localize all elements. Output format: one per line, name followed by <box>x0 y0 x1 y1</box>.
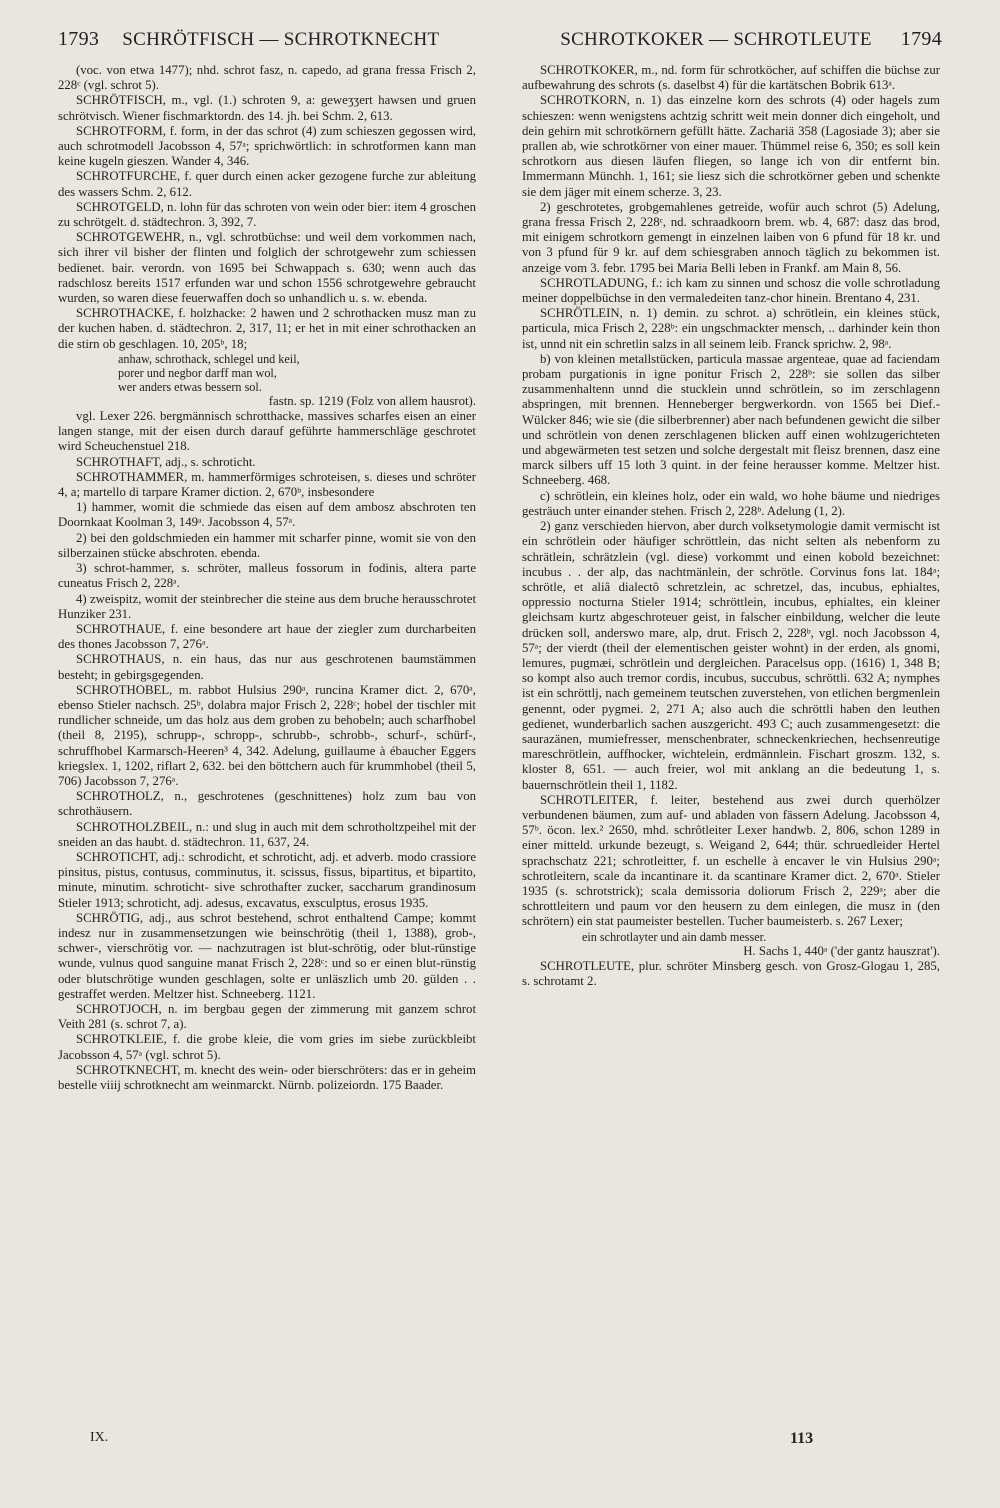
entry-paragraph: SCHROTHAFT, adj., s. schroticht. <box>76 454 256 469</box>
page-header <box>58 28 942 58</box>
entry-paragraph: SCHROTJOCH, n. im bergbau gegen der zimmerung mit ganzem schrot Veith 281 (s. schrot 7, a). <box>58 1001 476 1032</box>
entry-paragraph: SCHROTHOLZ, n., geschrotenes (geschnittenes) holz zum bau von schrothäusern. <box>58 789 476 819</box>
verse-source: fastn. sp. 1219 (Folz von allem hausrot). <box>268 393 476 408</box>
right-running-title: SCHROTKOKER — SCHROTLEUTE <box>560 29 872 50</box>
entry-paragraph: SCHROTKORN, n. 1) das einzelne korn des schrots (4) oder hagels zum schieszen: wenn wenigstens achtzig schritt weit mein donner dich eingeholt, und dein gehirn mit schrotkörnern gefüllt hätte. Zachariä 358 (Lagosiade 3); aber sie prallen ab, wie schrotkörner von einer mauer. Thümmel reise 6, 350; es soll kein schrotkorn aus diesen läufen fliegen, so lange ich von dir entfernt bin. Immermann Münchh. 1, 161; sie liesz sich die schrotkörner geben und schenkte sie dem jäger mit einem scherze. 3, 23. <box>522 93 940 199</box>
left-running-title: SCHRÖTFISCH — SCHROTKNECHT <box>122 29 440 50</box>
header-left <box>58 28 439 51</box>
entry-paragraph: SCHROTLEUTE, plur. schröter Minsberg gesch. von Grosz-Glogau 1, 285, s. schrotamt 2. <box>522 958 940 988</box>
right-page-number: 1794 <box>900 28 942 50</box>
entry-paragraph: SCHROTKLEIE, f. die grobe kleie, die vom gries im siebe zurückbleibt Jacobsson 4, 57ᵃ (vgl. schrot 5). <box>58 1032 476 1062</box>
entry-paragraph: 2) geschrotetes, grobgemahlenes getreide, wofür auch schrot (5) Adelung, grana fressa Frisch 2, 228ᶜ, nd. schraadkoorn brem. wb. 4, 687: dasz das brod, mit einigem schrotkorn gemengt in einzelnen laiben von 6 pfund für 18 kr. und von 3 pfund für 9 kr. auf dem schiesgraben annoch täglich zu bekommen ist. anzeige vom 3. febr. 1795 bei Maria Belli leben in Frankf. am Main 8, 56. <box>522 199 940 275</box>
entry-paragraph: SCHROTLEITER, f. leiter, bestehend aus zwei durch querhölzer verbundenen bäumen, zum auf- und abladen von fässern Adelung. Jacobsson 4, 57ᵇ. öcon. lex.² 2650, mhd. schrôtleiter Lexer handwb. 2, 806, schon 1289 in einer mitteld. urkunde bezeugt, s. Weigand 2, 644; thür. schruedleider Hertel sprachschatz 221; schrotleitter, f. un eschelle à encaver le vin Hulsius 290ᵃ; schrotleitern, scale da incantinare it. da scantinare Kramer dict. 2, 670ᵃ. Stieler 1935 (s. schrotstrick); scala demissoria doliorum Frisch 2, 229ᵃ; aber die schrottleitern und paum vor den heusern zu dem einlegen, die musz in (den schrötern) ein stat paumeister bestellen. Tucher baumeisterb. s. 267 Lexer; <box>522 792 940 929</box>
entry-paragraph: SCHROTKNECHT, m. knecht des wein- oder bierschröters: das er in geheim bestelle viiij schrotknecht am weinmarckt. Nürnb. polizeiordn. 175 Baader. <box>58 1062 476 1092</box>
entry-paragraph: 2) ganz verschieden hiervon, aber durch volksetymologie damit vermischt ist ein schrötlein oder häufiger schröttlein, das nicht selten als nebenform zu schrätlein, schrätzlein (vgl. diese) vorkommt und einen kobold bezeichnet: incubus . . der alp, das nachtmänlein, der schrötle. Corvinus fons lat. 184ᵃ; schrötle, et aliâ dialectô schretzlein, ac schretzel, das, incubus, ephialtes, oppressio nocturna Stieler 1914; schröttlein, incubus, ephialtes, ein kleiner gleichsam kurtz abgeschroteuer geist, in falscher einbildung, welcher die leute drücken soll, anderswo mare, alp, drut. Frisch 2, 228ᵇ, vgl. noch Jacobsson 4, 57ᵃ; der vierdt (theil der elementischen geister wohnt) in der erden, als gnomi, lemures, pugmæi, schrötlein und dergleichen. Paracelsus opp. (1616) 1, 348 B; so kompt also auch tremor cordis, incubus, succubus, schröttli. 632 A; nymphes ist ein schröttlj, nach gemeinem teutschen zuverstehen, von etlichen bergmenlein genennt, oder pygmei. 2, 271 A; also auch die schröttli haben den leuthen gedienet, wunderbarlich sachen auszgericht. 493 C; auch zusammengesetzt: die saurazänen, mumiefresser, menschenbrater, schneckenkriechen, hechsenreutige mareschrötlein, auffhocker, wichtelein, erdmännlein. Fischart groszm. 132, s. kloster 8, 651. — auch freier, wol mit anklang an die bedeutung 1, s. bauernschrötlein theil 1, 1182. <box>522 519 940 792</box>
entry-paragraph: SCHROTGEWEHR, n., vgl. schrotbüchse: und weil dem vorkommen nach, sich ihrer vil bisher der flinten und folglich der schrotgewehr zum schiessen bedienet. bair. verordn. von 1695 bei Schwappach s. 630; wenn auch das radschlosz bereits 1517 erfunden war und schon 1556 schrotgewehre gebraucht wurden, so waren diese feuerwaffen doch so unhandlich u. s. w. ebenda. <box>58 230 476 306</box>
entry-paragraph: SCHROTICHT, adj.: schrodicht, et schroticht, adj. et adverb. modo crassiore pinsitus, pistus, contusus, comminutus, it. scissus, fissus, bipartitus, et bipartito, minute, minutim. schroticht- sive schrothafter zucker, saccharum grandinosum Stieler 1913; schroticht, adj. adesus, excavatus, exsculptus, erosus 1935. <box>58 849 476 910</box>
verse-source: H. Sachs 1, 440ᵃ ('der gantz hauszrat'). <box>743 943 940 958</box>
entry-paragraph: SCHROTFORM, f. form, in der das schrot (4) zum schieszen gegossen wird, auch schrotmodell Jacobsson 4, 57ᵃ; sprichwörtlich: in schrotformen kann man keine kugeln gieszen. Wander 4, 346. <box>58 123 476 169</box>
entry-paragraph: 4) zweispitz, womit der steinbrecher die steine aus dem bruche herausschrotet Hunziker 231. <box>58 591 476 621</box>
entry-paragraph: SCHROTHOLZBEIL, n.: und slug in auch mit dem schrotholtzpeihel mit der sneiden an das haubt. d. städtechron. 11, 637, 24. <box>58 819 476 849</box>
entry-paragraph: SCHRÖTIG, adj., aus schrot bestehend, schrot enthaltend Campe; kommt indesz nur in zusammensetzungen wie beinschrötig (theil 1, 1388), grob-, schwer-, vierschrötig vor. — nachzutragen ist blut-schrötig, oder blut-rünstige wunde, vulnus quod sanguine manat Frisch 2, 228ᶜ: und so er einen blut-rünstig oder blutschrötige wunden geschlagen, solte er unläszlich umb 20. gülden . . gestraffet werden. Meltzer hist. Schneeberg. 1121. <box>58 910 476 1001</box>
sheet-number: 113 <box>790 1430 814 1447</box>
entry-paragraph: SCHROTHAUE, f. eine besondere art haue der ziegler zum durcharbeiten des thones Jacobsson 7, 276ᵃ. <box>58 621 476 652</box>
entry-paragraph: SCHROTGELD, n. lohn für das schroten von wein oder bier: item 4 groschen zu schrötgelt. d. städtechron. 3, 392, 7. <box>58 199 476 230</box>
entry-paragraph: SCHROTLADUNG, f.: ich kam zu sinnen und schosz die volle schrotladung meiner doppelbüchse in den vermaledeiten tanz-chor hinein. Brentano 4, 231. <box>522 275 940 306</box>
entry-paragraph: (voc. von etwa 1477); nhd. schrot fasz, n. capedo, ad grana fressa Frisch 2, 228ᶜ (vgl. schrot 5). <box>58 63 476 93</box>
entry-paragraph: SCHRÖTLEIN, n. 1) demin. zu schrot. a) schrötlein, ein kleines stück, particula, mica Frisch 2, 228ᵇ: ein ungschmackter mensch, .. darhinder kein thon ist, unnd nit ein schretlin salzs in all seinem leib. Franck sprichw. 2, 98ᵃ. <box>522 306 940 351</box>
verse-line: wer anders etwas bessern sol. <box>118 379 262 394</box>
entry-paragraph: SCHROTHOBEL, m. rabbot Hulsius 290ᵃ, runcina Kramer dict. 2, 670ᵃ, ebenso Stieler nachsch. 25ᵇ, dolabra major Frisch 2, 228ᶜ; hobel der tischler mit rundlicher schneide, um das holz aus dem groben zu behobeln; auch scharfhobel (theil 8, 2195), schrupp-, schropp-, schrubb-, schrobb-, schurf-, schürf-, schruffhobel Karmarsch-Heeren³ 4, 342. Adelung, guillaume à ébaucher Eggers kriegslex. 1, 1202, riflart 2, 632. bei den böttchern auch für krummhobel (theil 5, 706) Jacobsson 7, 276ᵃ. <box>58 682 476 788</box>
entry-paragraph: vgl. Lexer 226. bergmännisch schrotthacke, massives scharfes eisen an einer langen stange, mit der eisen durch darauf geführte hammerschläge geschrotet wird Scheuchenstuel 218. <box>58 409 476 454</box>
entry-paragraph: b) von kleinen metallstücken, particula massae argenteae, quae ad faciendam probam purgationis in igne ponitur Frisch 2, 228ᵇ: sie sollen das silber zusammenhaltenn unnd die stucklein unnd schrötlein, so im zerschlagenn abspringen, mit brennen. Henneberger bergwerkordn. von 1565 bei Dief.-Wülcker 846; wie sie (die silberbrenner) aber nach befundenen gewicht die silber und schrötlein von denen zerschlagenen blicken auff einen wohlzugerichteten und abgewärmeten test setzen und solche dergestalt mit fleisz brennen, dasz eine marck silbers uff 15 loth 3 quint. in der feine herausser komme. Meltzer hist. Schneeberg. 468. <box>522 351 940 488</box>
entry-paragraph: SCHROTKOKER, m., nd. form für schrotköcher, auf schiffen die büchse zur aufbewahrung des schrots (s. daselbst 4) für die kartätschen Bobrik 613ᵃ. <box>522 63 940 93</box>
verse-line: anhaw, schrothack, schlegel und keil, <box>118 351 300 366</box>
entry-paragraph: SCHROTFURCHE, f. quer durch einen acker gezogene furche zur ableitung des wassers Schm. 2, 612. <box>58 169 476 199</box>
signature-mark: IX. <box>90 1430 109 1445</box>
verse-line: ein schrotlayter und ain damb messer. <box>582 929 767 944</box>
entry-paragraph: c) schrötlein, ein kleines holz, oder ein wald, wo hohe bäume und niedriges gesträuch unter einander stehen. Frisch 2, 228ᵇ. Adelung (1, 2). <box>522 488 940 518</box>
entry-paragraph: SCHROTHAMMER, m. hammerförmiges schroteisen, s. dieses und schröter 4, a; martello di tarpare Kramer diction. 2, 670ᵇ, insbesondere <box>58 469 476 500</box>
left-page-number: 1793 <box>58 28 100 50</box>
entry-paragraph: SCHROTHAUS, n. ein haus, das nur aus geschrotenen baumstämmen besteht; in gebirgsgegenden. <box>58 652 476 682</box>
entry-paragraph: 2) bei den goldschmieden ein hammer mit scharfer pinne, womit sie von den silberzainen stücke abschroten. ebenda. <box>58 530 476 560</box>
entry-paragraph: SCHRÖTFISCH, m., vgl. (1.) schroten 9, a: geweʒʒert hawsen und gruen schrötvisch. Wiener fischmarktordn. des 14. jh. bei Schm. 2, 613. <box>58 93 476 123</box>
entry-paragraph: 3) schrot-hammer, s. schröter, malleus fossorum in fodinis, altera parte cuneatus Frisch 2, 228ᵃ. <box>58 561 476 591</box>
header-right <box>560 28 942 51</box>
entry-paragraph: SCHROTHACKE, f. holzhacke: 2 hawen und 2 schrothacken musz man zu der kuchen haben. d. städtechron. 2, 317, 11; er het in mit einer schrothacken an die stirn ob geschlagen. 10, 205ᵇ, 18; <box>58 306 476 351</box>
verse-line: porer und negbor darff man wol, <box>118 365 277 380</box>
left-column <box>58 63 476 1443</box>
entry-paragraph: 1) hammer, womit die schmiede das eisen auf dem ambosz abschroten ten Doornkaat Koolman 3, 149ᵃ. Jacobsson 4, 57ᵃ. <box>58 500 476 530</box>
right-column <box>522 63 940 1423</box>
